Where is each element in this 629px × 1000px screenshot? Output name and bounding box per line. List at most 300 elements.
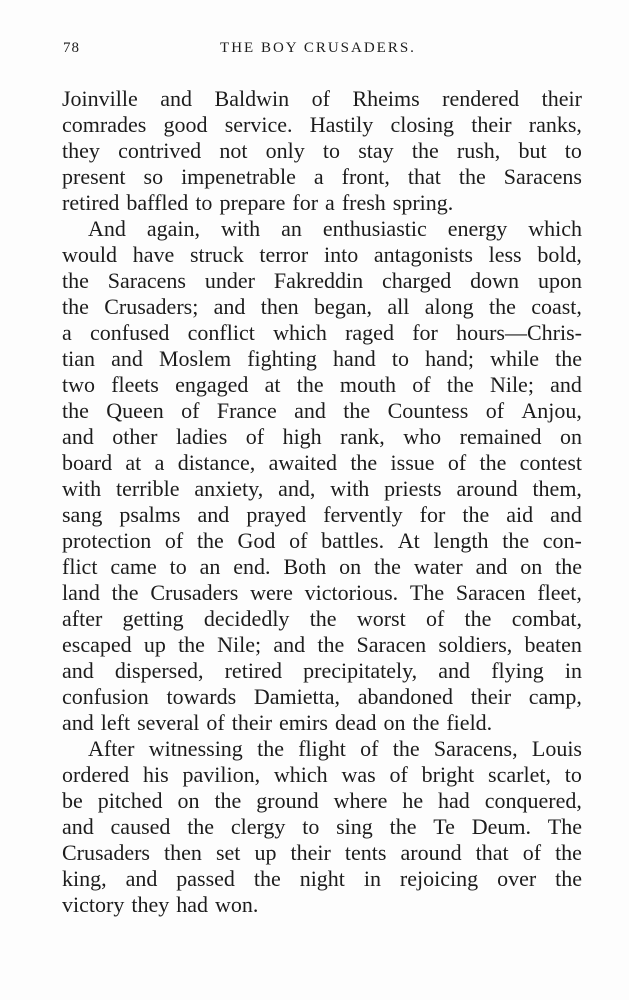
- text-line: [62, 762, 582, 788]
- word: to: [195, 190, 213, 215]
- word: the: [374, 554, 401, 579]
- word: worst: [356, 606, 406, 631]
- text-line: [62, 554, 582, 580]
- word: remained: [459, 424, 542, 449]
- word: Baldwin: [214, 86, 290, 111]
- word: terror: [259, 242, 309, 267]
- word: service.: [224, 112, 293, 137]
- word: their: [231, 710, 273, 735]
- text-line: [62, 268, 582, 294]
- paragraph: [62, 86, 582, 216]
- word: night: [299, 866, 345, 891]
- word: while: [490, 346, 539, 371]
- word: fresh: [341, 190, 386, 215]
- word: escaped: [62, 632, 132, 657]
- word: of: [425, 606, 445, 631]
- text-line: [62, 164, 582, 190]
- word: he: [402, 788, 424, 813]
- word: with: [62, 476, 102, 501]
- word: getting: [122, 606, 184, 631]
- word: along: [424, 294, 474, 319]
- word: Queen: [106, 398, 164, 423]
- word: to: [169, 554, 187, 579]
- text-line: [62, 840, 582, 866]
- word: to: [564, 138, 582, 163]
- word: contrived: [118, 138, 202, 163]
- word: came: [110, 554, 157, 579]
- word: flict: [62, 554, 98, 579]
- word: rush,: [456, 138, 501, 163]
- word: and: [111, 346, 143, 371]
- word: the: [412, 710, 440, 735]
- word: bright: [421, 762, 475, 787]
- word: the: [488, 294, 516, 319]
- word: the: [479, 450, 507, 475]
- word: sang: [62, 502, 103, 527]
- word: and: [550, 502, 582, 527]
- word: who: [403, 424, 442, 449]
- word: emirs: [279, 710, 328, 735]
- word: and: [294, 398, 326, 423]
- word: under: [204, 268, 255, 293]
- word: abandoned: [357, 684, 454, 709]
- word: scarlet,: [488, 762, 551, 787]
- word: and: [213, 294, 246, 319]
- text-line: [62, 294, 582, 320]
- word: and: [475, 554, 508, 579]
- word: Fakreddin: [273, 268, 364, 293]
- word: ground: [256, 788, 319, 813]
- running-head: [63, 40, 573, 64]
- word: the: [462, 502, 490, 527]
- word: the: [196, 528, 224, 553]
- word: Damietta,: [253, 684, 340, 709]
- word: Both: [283, 554, 327, 579]
- page-number: 78: [63, 40, 80, 56]
- word: but: [518, 138, 547, 163]
- word: then: [164, 840, 202, 865]
- word: coast,: [531, 294, 582, 319]
- word: comrades: [62, 112, 147, 137]
- word: of: [412, 372, 431, 397]
- word: decidedly: [203, 606, 290, 631]
- text-line: [62, 112, 582, 138]
- word: Saracens: [107, 268, 186, 293]
- word: the: [317, 632, 345, 657]
- word: of: [485, 398, 505, 423]
- word: mouth: [339, 372, 397, 397]
- word: confused: [90, 320, 170, 345]
- word: God: [237, 528, 276, 553]
- word: down: [470, 268, 520, 293]
- word: in: [564, 658, 582, 683]
- word: at: [264, 372, 281, 397]
- word: and: [160, 86, 193, 111]
- word: Countess: [387, 398, 469, 423]
- word: protection: [62, 528, 152, 553]
- word: his: [143, 762, 169, 787]
- word: the: [411, 138, 439, 163]
- word: ranks,: [528, 112, 582, 137]
- word: priests: [384, 476, 442, 501]
- word: to: [564, 762, 582, 787]
- word: Saracen: [455, 580, 526, 605]
- text-line: [62, 320, 582, 346]
- word: high: [282, 424, 322, 449]
- word: on: [520, 554, 543, 579]
- text-line: [62, 632, 582, 658]
- word: flying: [491, 658, 544, 683]
- text-line: [62, 190, 582, 216]
- word: awaited: [268, 450, 337, 475]
- word: Anjou,: [521, 398, 582, 423]
- word: Louis: [531, 736, 582, 761]
- text-line: [62, 580, 582, 606]
- word: around: [400, 840, 462, 865]
- paragraph: [62, 736, 582, 918]
- text-line: [62, 866, 582, 892]
- word: combat,: [511, 606, 582, 631]
- word: the: [350, 450, 378, 475]
- word: end.: [233, 554, 271, 579]
- word: prayed: [246, 502, 307, 527]
- word: the: [464, 606, 492, 631]
- word: on: [383, 710, 406, 735]
- word: The: [409, 580, 445, 605]
- word: dispersed,: [114, 658, 204, 683]
- word: beaten: [524, 632, 582, 657]
- word: con-: [542, 528, 582, 553]
- word: Hastily: [309, 112, 374, 137]
- word: Nile;: [489, 372, 534, 397]
- word: for: [292, 190, 319, 215]
- word: camp,: [528, 684, 582, 709]
- running-title: THE BOY CRUSADERS.: [220, 40, 416, 56]
- word: spring.: [392, 190, 454, 215]
- word: won.: [214, 892, 259, 917]
- word: upon: [537, 268, 582, 293]
- word: other: [112, 424, 158, 449]
- word: ladies: [175, 424, 228, 449]
- word: retired: [224, 658, 283, 683]
- word: the: [555, 866, 582, 891]
- word: field.: [446, 710, 493, 735]
- text-line: [62, 502, 582, 528]
- word: raged: [345, 320, 394, 345]
- word: the: [62, 398, 89, 423]
- word: the: [214, 788, 242, 813]
- word: and: [197, 502, 230, 527]
- word: their: [290, 840, 331, 865]
- body-text: [62, 86, 582, 918]
- word: flight: [298, 736, 346, 761]
- word: had: [438, 788, 470, 813]
- word: which: [528, 216, 582, 241]
- word: tents: [344, 840, 387, 865]
- word: good: [163, 112, 208, 137]
- word: soldiers,: [438, 632, 513, 657]
- word: fighting: [247, 346, 317, 371]
- word: a: [313, 164, 324, 189]
- word: that: [407, 164, 441, 189]
- word: were: [250, 580, 293, 605]
- text-line: [62, 528, 582, 554]
- word: terrible: [115, 476, 180, 501]
- word: only: [265, 138, 305, 163]
- word: then: [260, 294, 299, 319]
- word: caused: [110, 814, 171, 839]
- word: of: [360, 736, 379, 761]
- word: land: [62, 580, 100, 605]
- word: of: [164, 528, 184, 553]
- word: of: [289, 528, 308, 553]
- word: Joinville: [62, 86, 138, 111]
- word: and: [62, 710, 94, 735]
- word: of: [389, 762, 408, 787]
- word: over: [497, 866, 537, 891]
- word: two: [62, 372, 95, 397]
- word: the: [343, 398, 371, 423]
- word: and: [62, 424, 94, 449]
- word: Saracens: [503, 164, 582, 189]
- word: Deum.: [471, 814, 531, 839]
- word: water: [413, 554, 463, 579]
- word: their: [471, 112, 512, 137]
- word: of: [311, 86, 330, 111]
- text-line: [62, 398, 582, 424]
- word: several: [137, 710, 200, 735]
- word: to: [302, 814, 320, 839]
- word: of: [245, 424, 265, 449]
- word: they: [62, 138, 100, 163]
- word: of: [522, 840, 542, 865]
- word: sing: [336, 814, 373, 839]
- word: which: [273, 762, 328, 787]
- word: on: [177, 788, 200, 813]
- word: victory: [62, 892, 125, 917]
- word: confusion: [62, 684, 149, 709]
- word: up: [254, 840, 277, 865]
- text-line: [62, 216, 582, 242]
- word: and,: [278, 476, 316, 501]
- text-line: [62, 658, 582, 684]
- text-line: [62, 892, 582, 918]
- word: hand;: [425, 346, 474, 371]
- text-line: [62, 138, 582, 164]
- word: struck: [189, 242, 244, 267]
- word: anxiety,: [194, 476, 264, 501]
- word: a: [325, 190, 335, 215]
- word: on: [559, 424, 582, 449]
- word: the: [296, 372, 324, 397]
- word: an: [199, 554, 221, 579]
- word: front,: [341, 164, 390, 189]
- word: fervently: [323, 502, 403, 527]
- word: The: [547, 814, 582, 839]
- word: the: [62, 268, 89, 293]
- word: baffled: [126, 190, 189, 215]
- word: precipitately,: [303, 658, 418, 683]
- word: antagonists: [373, 242, 473, 267]
- word: the: [178, 632, 205, 657]
- text-line: [62, 424, 582, 450]
- word: the: [555, 346, 582, 371]
- word: after: [62, 606, 103, 631]
- word: and: [273, 632, 306, 657]
- text-line: [62, 450, 582, 476]
- word: retired: [62, 190, 120, 215]
- word: impenetrable: [181, 164, 296, 189]
- word: rejoicing: [399, 866, 479, 891]
- word: contest: [519, 450, 582, 475]
- word: distance,: [177, 450, 256, 475]
- word: Nile;: [217, 632, 262, 657]
- word: to: [391, 346, 409, 371]
- word: with: [330, 476, 370, 501]
- word: all: [387, 294, 410, 319]
- word: they: [131, 892, 170, 917]
- word: Crusaders: [62, 840, 150, 865]
- word: Crusaders: [150, 580, 239, 605]
- text-line: [62, 86, 582, 112]
- word: at: [125, 450, 142, 475]
- word: And: [88, 216, 126, 241]
- word: again,: [146, 216, 201, 241]
- word: up: [143, 632, 166, 657]
- word: rendered: [442, 86, 520, 111]
- word: issue: [390, 450, 435, 475]
- word: Te: [433, 814, 455, 839]
- word: aid: [506, 502, 534, 527]
- word: the: [111, 580, 139, 605]
- word: them,: [532, 476, 582, 501]
- word: witnessing: [148, 736, 243, 761]
- word: fleets: [111, 372, 159, 397]
- word: an: [281, 216, 302, 241]
- word: France: [216, 398, 277, 423]
- text-line: [62, 710, 582, 736]
- word: pitched: [97, 788, 163, 813]
- word: hours—Chris-: [456, 320, 582, 345]
- word: that: [475, 840, 509, 865]
- word: Moslem: [158, 346, 232, 371]
- word: of: [181, 398, 200, 423]
- word: not: [219, 138, 248, 163]
- word: for: [412, 320, 438, 345]
- word: energy: [447, 216, 508, 241]
- word: the: [502, 528, 530, 553]
- word: clergy: [230, 814, 286, 839]
- text-line: [62, 788, 582, 814]
- word: fleet,: [537, 580, 582, 605]
- word: At: [397, 528, 420, 553]
- text-line: [62, 476, 582, 502]
- word: around: [456, 476, 518, 501]
- word: would: [62, 242, 117, 267]
- word: a: [62, 320, 72, 345]
- word: set: [215, 840, 241, 865]
- word: king,: [62, 866, 107, 891]
- word: dead: [334, 710, 377, 735]
- word: engaged: [175, 372, 249, 397]
- word: had: [176, 892, 208, 917]
- word: closing: [390, 112, 455, 137]
- word: be: [62, 788, 83, 813]
- word: of: [447, 450, 467, 475]
- word: pavilion,: [182, 762, 261, 787]
- text-line: [62, 346, 582, 372]
- word: less: [488, 242, 522, 267]
- word: which: [273, 320, 327, 345]
- word: psalms: [119, 502, 181, 527]
- text-line: [62, 606, 582, 632]
- word: the: [392, 736, 420, 761]
- word: After: [88, 736, 135, 761]
- word: their: [541, 86, 582, 111]
- text-line: [62, 684, 582, 710]
- word: and: [438, 658, 471, 683]
- word: so: [143, 164, 164, 189]
- word: the: [309, 606, 337, 631]
- word: of: [206, 710, 225, 735]
- word: was: [341, 762, 376, 787]
- word: enthusiastic: [322, 216, 427, 241]
- word: length: [433, 528, 489, 553]
- word: and: [62, 814, 94, 839]
- paragraph: [62, 216, 582, 736]
- word: conquered,: [484, 788, 582, 813]
- word: the: [555, 840, 582, 865]
- word: for: [419, 502, 446, 527]
- text-line: [62, 814, 582, 840]
- word: battles.: [321, 528, 385, 553]
- word: the: [446, 372, 474, 397]
- word: into: [323, 242, 359, 267]
- word: in: [363, 866, 381, 891]
- word: rank,: [340, 424, 385, 449]
- word: present: [62, 164, 126, 189]
- word: victorious.: [304, 580, 399, 605]
- word: the: [187, 814, 215, 839]
- word: stay: [358, 138, 394, 163]
- word: the: [257, 736, 284, 761]
- word: Saracen: [356, 632, 427, 657]
- word: left: [100, 710, 131, 735]
- word: the: [458, 164, 486, 189]
- word: and: [125, 866, 158, 891]
- word: the: [555, 554, 582, 579]
- word: a: [154, 450, 165, 475]
- word: charged: [382, 268, 452, 293]
- word: conflict: [187, 320, 255, 345]
- word: ordered: [62, 762, 130, 787]
- word: on: [339, 554, 362, 579]
- word: to: [322, 138, 341, 163]
- word: began,: [314, 294, 373, 319]
- word: Rheims: [352, 86, 420, 111]
- word: their: [470, 684, 512, 709]
- word: and: [550, 372, 582, 397]
- word: hand: [333, 346, 376, 371]
- text-line: [62, 372, 582, 398]
- word: bold,: [537, 242, 582, 267]
- word: prepare: [219, 190, 286, 215]
- word: with: [221, 216, 261, 241]
- word: Saracens,: [433, 736, 518, 761]
- word: the: [253, 866, 281, 891]
- word: board: [62, 450, 113, 475]
- word: the: [389, 814, 417, 839]
